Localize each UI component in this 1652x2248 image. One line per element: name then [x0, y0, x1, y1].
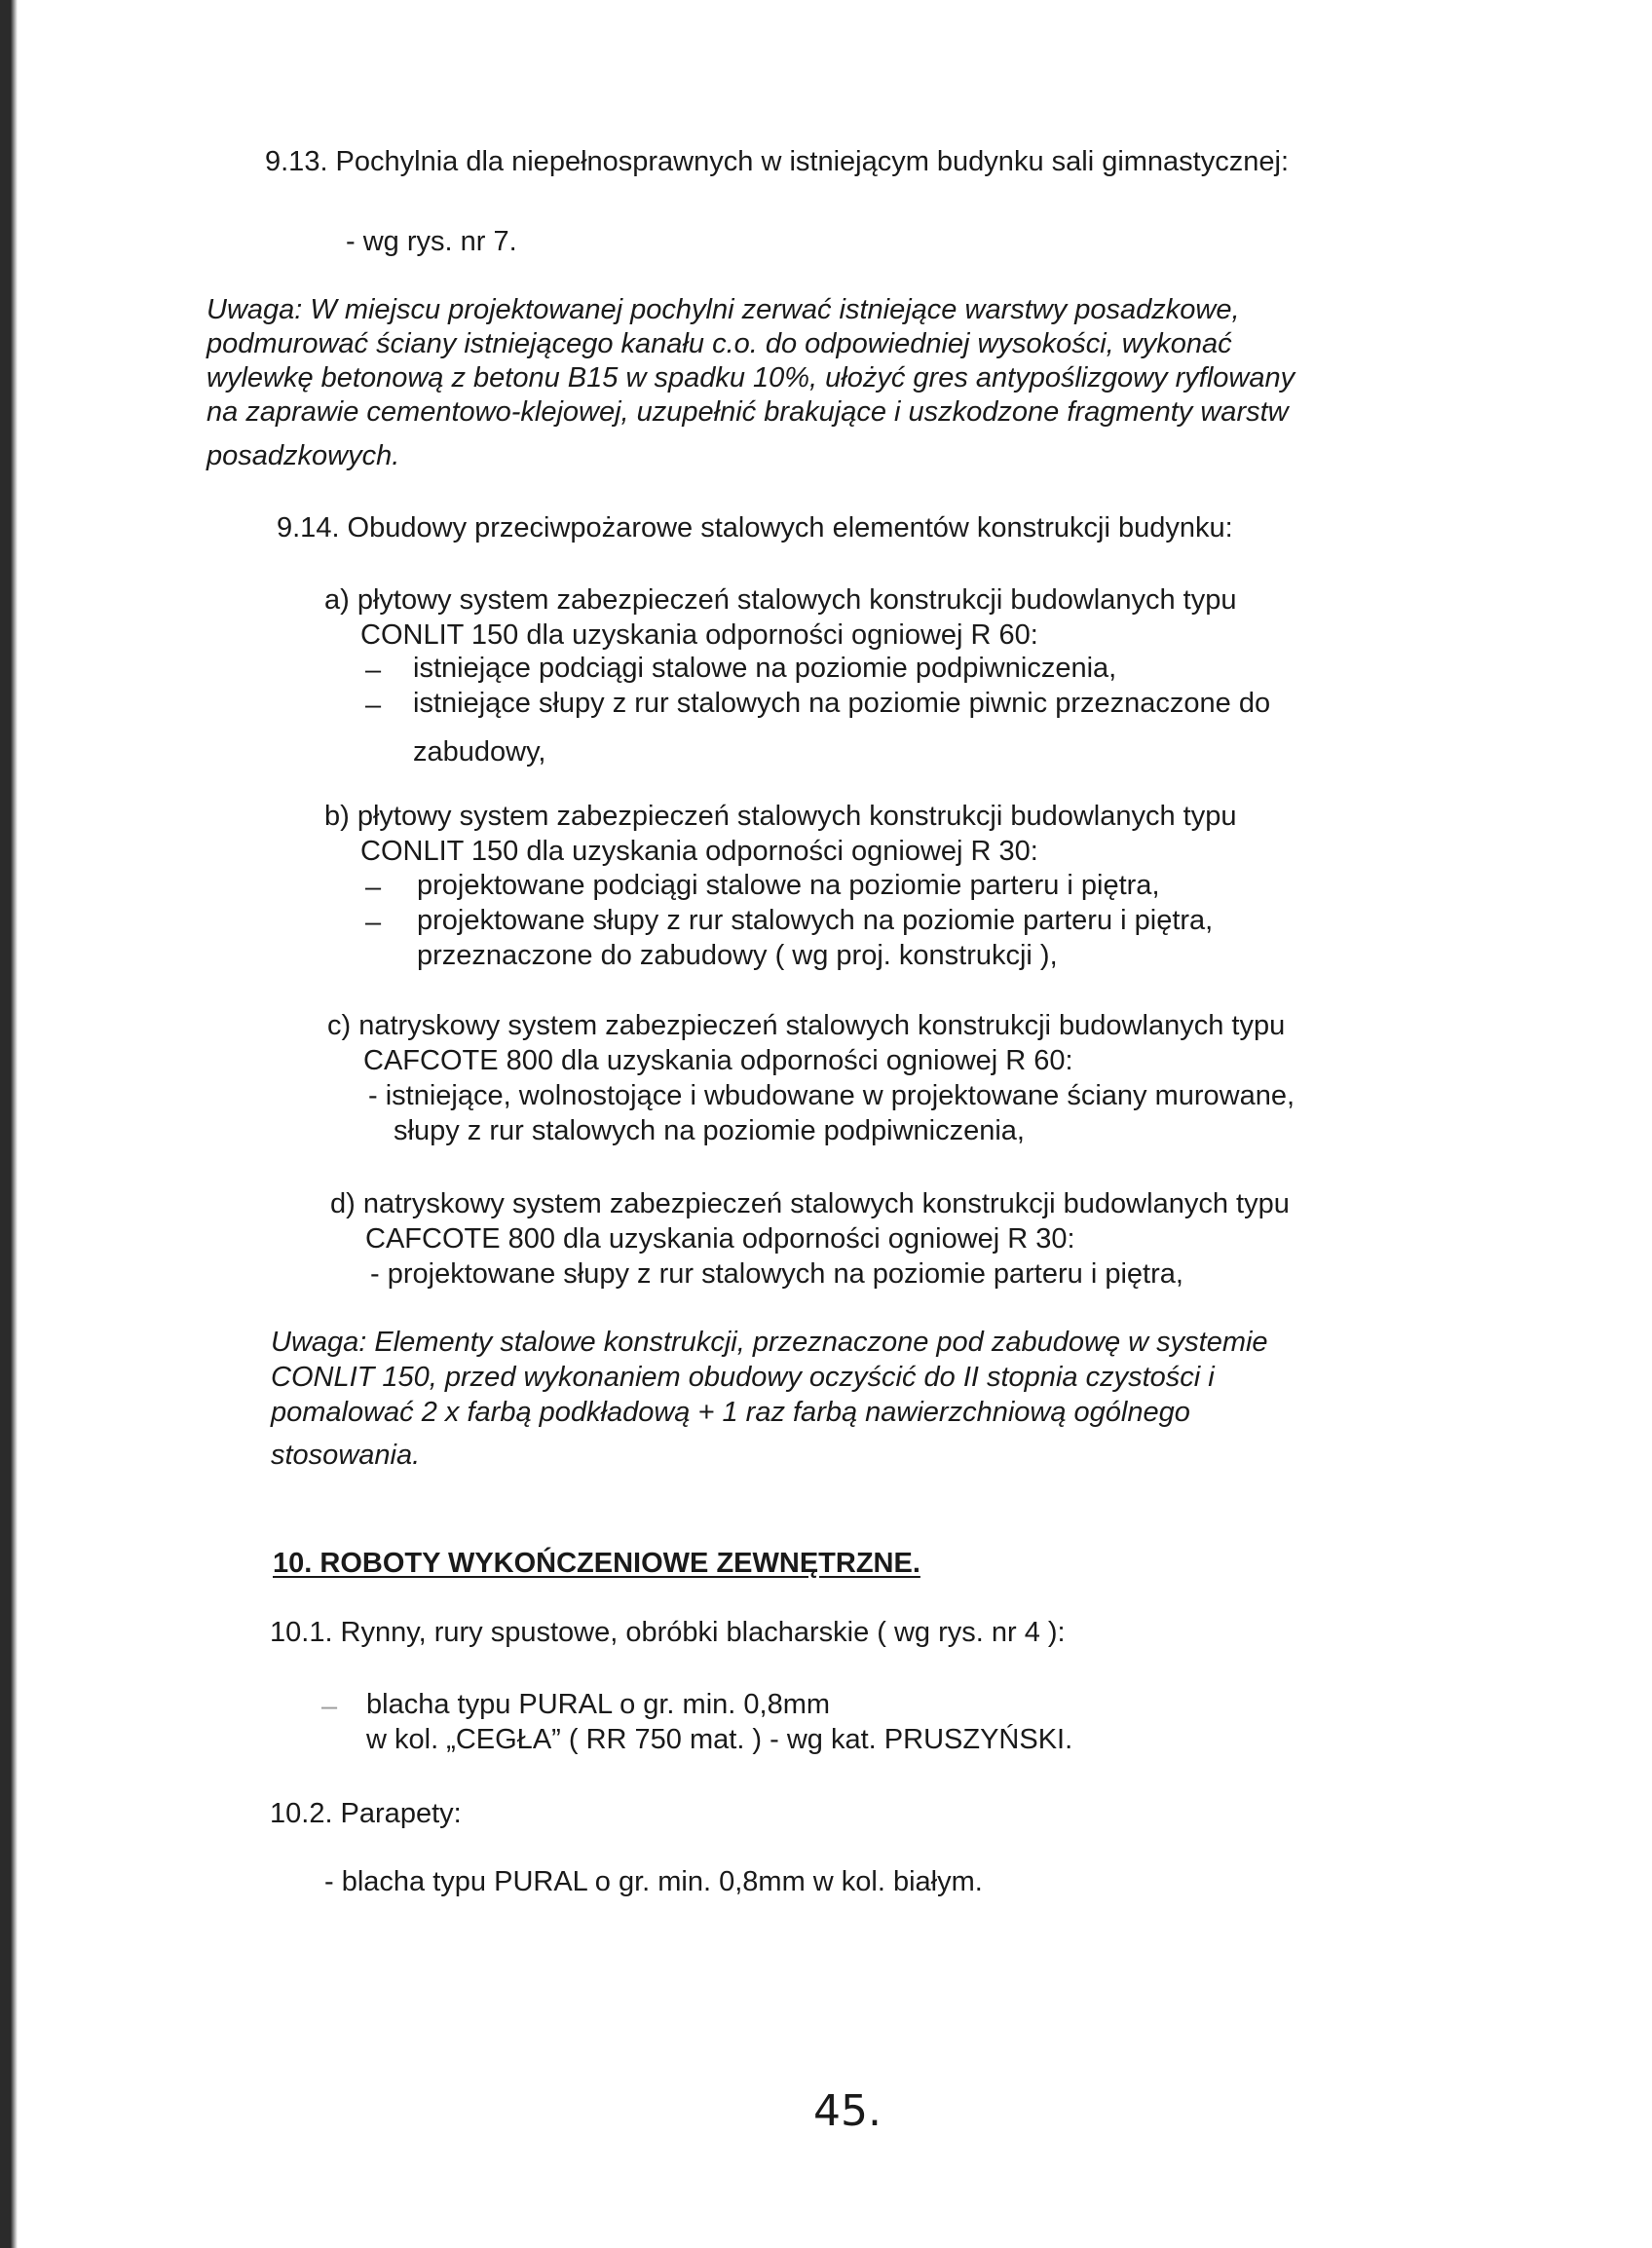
list-item: projektowane słupy z rur stalowych na poziomie parteru i piętra, [417, 905, 1214, 936]
note-line: wylewkę betonową z betonu B15 w spadku 10%, ułożyć gres antypoślizgowy ryflowany [206, 362, 1295, 393]
list-item: przeznaczone do zabudowy ( wg proj. konstrukcji ), [417, 940, 1058, 971]
note-line: Uwaga: Elementy stalowe konstrukcji, przeznaczone pod zabudowę w systemie [271, 1327, 1268, 1358]
note-line: CONLIT 150, przed wykonaniem obudowy oczyścić do II stopnia czystości i [271, 1362, 1215, 1393]
list-item: projektowane podciągi stalowe na poziomie parteru i piętra, [417, 870, 1160, 901]
list-item: w kol. „CEGŁA” ( RR 750 mat. ) - wg kat. PRUSZYŃSKI. [366, 1724, 1073, 1755]
note-line: podmurować ściany istniejącego kanału c.o. do odpowiedniej wysokości, wykonać [206, 328, 1232, 359]
list-item: istniejące podciągi stalowe na poziomie podpiwniczenia, [413, 653, 1117, 684]
scan-edge [0, 0, 18, 2248]
item-b-line: CONLIT 150 dla uzyskania odporności ogniowej R 30: [360, 836, 1038, 867]
list-item: - projektowane słupy z rur stalowych na poziomie parteru i piętra, [370, 1258, 1183, 1290]
item-a-line: a) płytowy system zabezpieczeń stalowych konstrukcji budowlanych typu [324, 584, 1237, 616]
dash-bullet: – [365, 690, 382, 721]
dash-bullet: – [365, 655, 382, 686]
item-a-line: CONLIT 150 dla uzyskania odporności ogniowej R 60: [360, 619, 1038, 651]
note-line: stosowania. [271, 1440, 421, 1471]
item-c-line: CAFCOTE 800 dla uzyskania odporności ogniowej R 60: [363, 1045, 1073, 1076]
dash-bullet: – [365, 907, 382, 938]
item-c-line: c) natryskowy system zabezpieczeń stalowych konstrukcji budowlanych typu [327, 1010, 1286, 1041]
section-9-14-title: 9.14. Obudowy przeciwpożarowe stalowych elementów konstrukcji budynku: [277, 512, 1233, 543]
page-number: 45. [813, 2086, 882, 2136]
section-10-heading: 10. ROBOTY WYKOŃCZENIOWE ZEWNĘTRZNE. [273, 1548, 920, 1579]
section-10-2-title: 10.2. Parapety: [270, 1798, 462, 1829]
list-item: - blacha typu PURAL o gr. min. 0,8mm w kol. białym. [324, 1866, 983, 1897]
list-item: blacha typu PURAL o gr. min. 0,8mm [366, 1689, 831, 1720]
list-item: - istniejące, wolnostojące i wbudowane w projektowane ściany murowane, [368, 1080, 1295, 1111]
note-line: posadzkowych. [206, 440, 400, 471]
list-item: słupy z rur stalowych na poziomie podpiwniczenia, [394, 1115, 1025, 1146]
section-10-1-title: 10.1. Rynny, rury spustowe, obróbki blacharskie ( wg rys. nr 4 ): [270, 1617, 1066, 1648]
list-item: zabudowy, [413, 736, 546, 768]
item-d-line: d) natryskowy system zabezpieczeń stalowych konstrukcji budowlanych typu [330, 1188, 1290, 1219]
dash-bullet: – [321, 1691, 338, 1722]
section-9-13-title: 9.13. Pochylnia dla niepełnosprawnych w istniejącym budynku sali gimnastycznej: [265, 146, 1289, 177]
note-line: Uwaga: W miejscu projektowanej pochylni zerwać istniejące warstwy posadzkowe, [206, 294, 1240, 325]
item-d-line: CAFCOTE 800 dla uzyskania odporności ogniowej R 30: [365, 1223, 1075, 1255]
list-item: istniejące słupy z rur stalowych na poziomie piwnic przeznaczone do [413, 688, 1271, 719]
section-9-13-reference: - wg rys. nr 7. [346, 226, 517, 257]
note-line: pomalować 2 x farbą podkładową + 1 raz farbą nawierzchniową ogólnego [271, 1397, 1190, 1428]
item-b-line: b) płytowy system zabezpieczeń stalowych konstrukcji budowlanych typu [324, 801, 1237, 832]
note-line: na zaprawie cementowo-klejowej, uzupełnić brakujące i uszkodzone fragmenty warstw [206, 396, 1289, 428]
dash-bullet: – [365, 872, 382, 903]
